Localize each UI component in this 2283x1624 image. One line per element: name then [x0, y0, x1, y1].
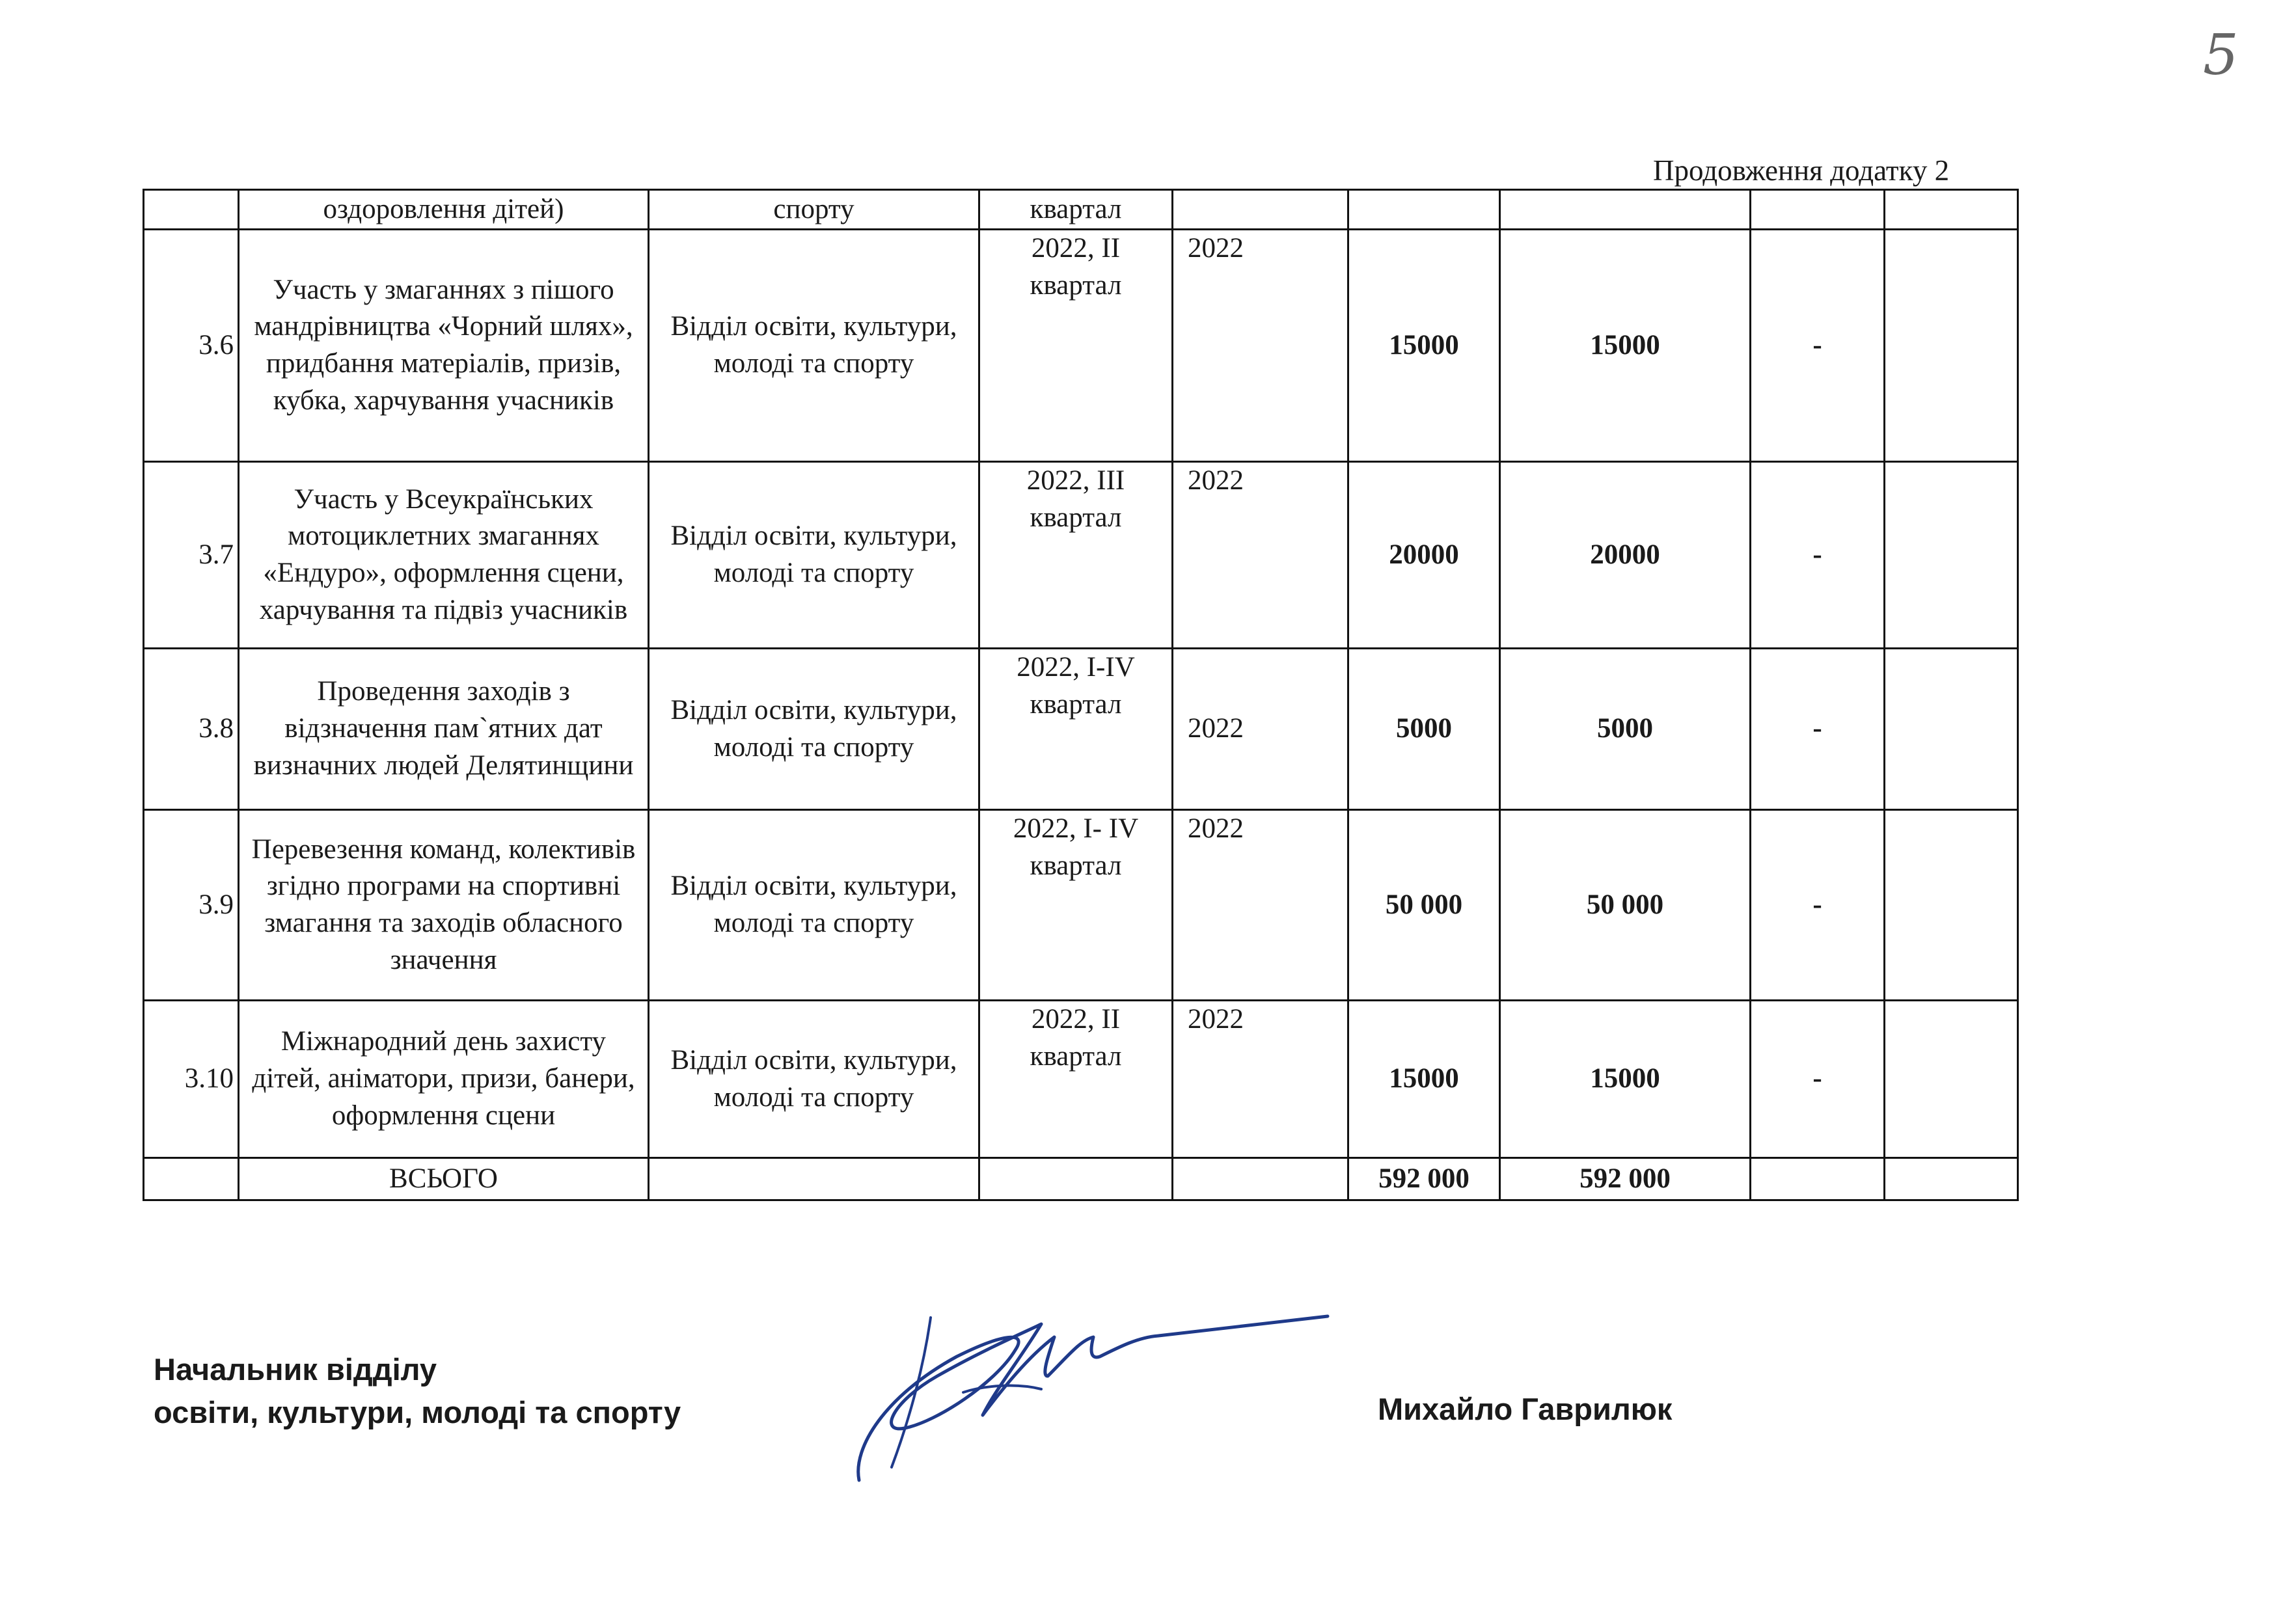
- handwritten-signature: [833, 1285, 1341, 1493]
- page-number: 5: [2203, 23, 2239, 88]
- cell-name: Перевезення команд, колективів згідно програми на спортивні змагання та заходів обласного значення: [239, 810, 649, 1001]
- cell-num: [144, 1158, 239, 1200]
- total-label: ВСЬОГО: [239, 1158, 649, 1200]
- cell-budget: 15000: [1500, 1001, 1751, 1158]
- cell-total: 5000: [1348, 649, 1500, 810]
- cell-term: 2022, ІІІ квартал: [979, 462, 1173, 649]
- cell-year: [1173, 1158, 1348, 1200]
- cell-dept: Відділ освіти, культури, молоді та спорту: [649, 1001, 979, 1158]
- signatory-title-line2: освіти, культури, молоді та спорту: [154, 1395, 681, 1429]
- cell-year: 2022: [1173, 1001, 1348, 1158]
- cell-other: -: [1751, 462, 1885, 649]
- cell-num: 3.7: [144, 462, 239, 649]
- cell-budget: 5000: [1500, 649, 1751, 810]
- cell-budget: 20000: [1500, 462, 1751, 649]
- cell-term: 2022, І- ІV квартал: [979, 810, 1173, 1001]
- table-row: [144, 230, 2018, 462]
- cell-dept: спорту: [649, 190, 979, 230]
- cell-other: [1751, 1158, 1885, 1200]
- signatory-title: [154, 1348, 681, 1434]
- cell-dept: [649, 1158, 979, 1200]
- cell-term: 2022, ІІ квартал: [979, 230, 1173, 462]
- cell-dept: Відділ освіти, культури, молоді та спорту: [649, 649, 979, 810]
- cell-dept: Відділ освіти, культури, молоді та спорту: [649, 810, 979, 1001]
- cell-total: 15000: [1348, 230, 1500, 462]
- cell-note: [1885, 649, 2018, 810]
- cell-term: 2022, ІІ квартал: [979, 1001, 1173, 1158]
- table-row: [144, 1001, 2018, 1158]
- cell-total: 15000: [1348, 1001, 1500, 1158]
- cell-year: 2022: [1173, 649, 1348, 810]
- cell-budget: [1500, 190, 1751, 230]
- cell-num: 3.8: [144, 649, 239, 810]
- total-budget: 592 000: [1500, 1158, 1751, 1200]
- table-row: [144, 649, 2018, 810]
- signatory-title-line1: Начальник відділу: [154, 1352, 437, 1387]
- cell-num: 3.9: [144, 810, 239, 1001]
- cell-term: 2022, І-ІV квартал: [979, 649, 1173, 810]
- cell-note: [1885, 1158, 2018, 1200]
- cell-total: 50 000: [1348, 810, 1500, 1001]
- cell-name: Участь у Всеукраїнських мотоциклетних змаганнях «Ендуро», оформлення сцени, харчування та підвіз учасників: [239, 462, 649, 649]
- cell-num: 3.10: [144, 1001, 239, 1158]
- cell-budget: 50 000: [1500, 810, 1751, 1001]
- cell-budget: 15000: [1500, 230, 1751, 462]
- signatory-name: Михайло Гаврилюк: [1378, 1392, 1673, 1426]
- cell-note: [1885, 190, 2018, 230]
- cell-year: 2022: [1173, 230, 1348, 462]
- cell-name: оздоровлення дітей): [239, 190, 649, 230]
- cell-term: [979, 1158, 1173, 1200]
- cell-num: [144, 190, 239, 230]
- cell-other: -: [1751, 810, 1885, 1001]
- cell-note: [1885, 810, 2018, 1001]
- cell-total: [1348, 190, 1500, 230]
- total-row: [144, 1158, 2018, 1200]
- cell-year: 2022: [1173, 810, 1348, 1001]
- table-row: [144, 810, 2018, 1001]
- cell-other: -: [1751, 230, 1885, 462]
- table-row-continued: [144, 190, 2018, 230]
- cell-name: Участь у змаганнях з пішого мандрівництва «Чорний шлях», придбання матеріалів, призів, кубка, харчування учасників: [239, 230, 649, 462]
- total-amount: 592 000: [1348, 1158, 1500, 1200]
- appendix-table: [143, 189, 2019, 1201]
- cell-name: Міжнародний день захисту дітей, аніматори, призи, банери, оформлення сцени: [239, 1001, 649, 1158]
- cell-num: 3.6: [144, 230, 239, 462]
- cell-dept: Відділ освіти, культури, молоді та спорту: [649, 230, 979, 462]
- cell-other: -: [1751, 649, 1885, 810]
- cell-other: -: [1751, 1001, 1885, 1158]
- cell-note: [1885, 1001, 2018, 1158]
- cell-name: Проведення заходів з відзначення пам`ятних дат визначних людей Делятинщини: [239, 649, 649, 810]
- cell-note: [1885, 462, 2018, 649]
- table-row: [144, 462, 2018, 649]
- cell-other: [1751, 190, 1885, 230]
- cell-year: 2022: [1173, 462, 1348, 649]
- cell-term: квартал: [979, 190, 1173, 230]
- cell-dept: Відділ освіти, культури, молоді та спорту: [649, 462, 979, 649]
- cell-year: [1173, 190, 1348, 230]
- continuation-note: Продовження додатку 2: [1653, 154, 1950, 187]
- cell-total: 20000: [1348, 462, 1500, 649]
- cell-note: [1885, 230, 2018, 462]
